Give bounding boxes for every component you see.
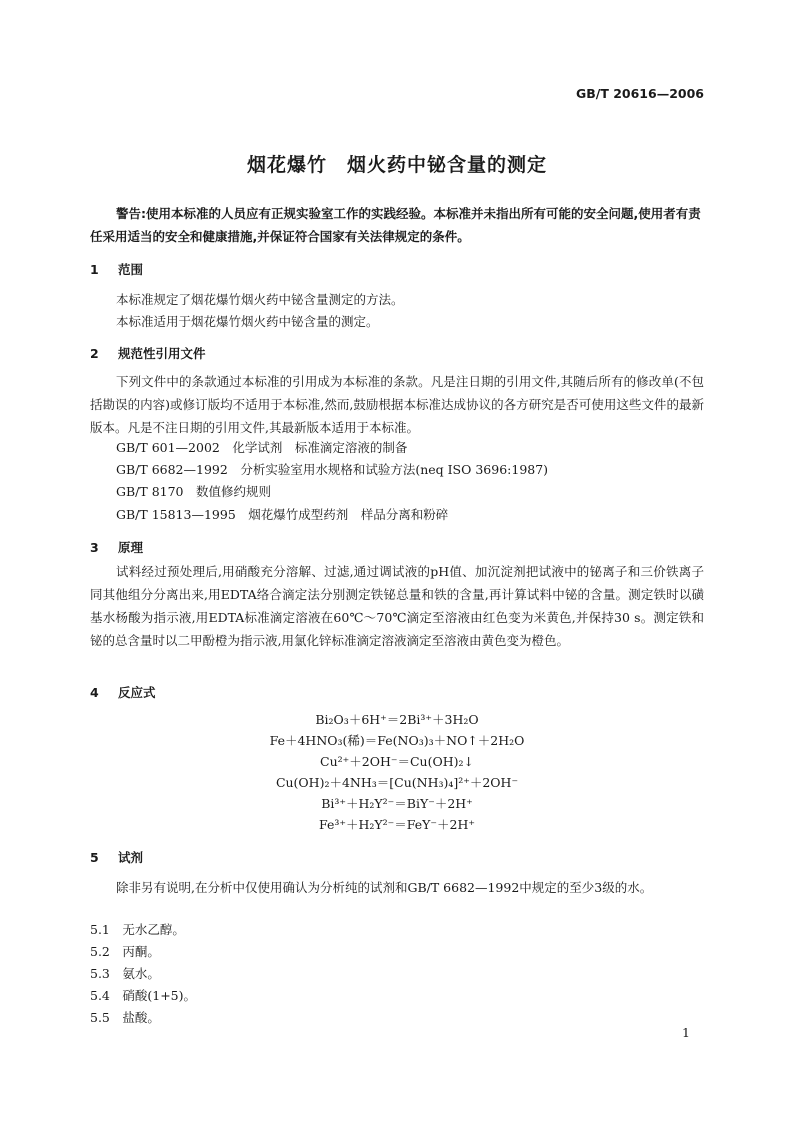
reaction-equation: Fe³⁺＋H₂Y²⁻＝FeY⁻＋2H⁺ — [319, 817, 475, 832]
reaction-equation: Cu(OH)₂＋4NH₃＝[Cu(NH₃)₄]²⁺＋2OH⁻ — [275, 775, 519, 790]
reagent-item: 5.3 氨水。 — [90, 966, 160, 981]
reaction-equation: Bi³⁺＋H₂Y²⁻＝BiY⁻＋2H⁺ — [321, 796, 473, 811]
warning-paragraph: 警告:使用本标准的人员应有正规实验室工作的实践经验。本标准并未指出所有可能的安全问题,使用者有责任采用适当的安全和健康措施,并保证符合国家有关法律规定的条件。 — [90, 206, 701, 244]
reagent-item: 5.4 硝酸(1+5)。 — [90, 988, 197, 1003]
standard-code: GB/T 20616—2006 — [575, 86, 704, 101]
section-2-intro: 下列文件中的条款通过本标准的引用成为本标准的条款。凡是注日期的引用文件,其随后所有的修改单(不包括勘误的内容)或修订版均不适用于本标准,然而,鼓励根据本标准达成协议的各方研究是否可使用这些文件的最新版本。凡是不注日期的引用文件,其最新版本适用于本标准。 — [90, 374, 704, 435]
section-1-heading: 1 范围 — [90, 262, 144, 277]
reaction-equation: Bi₂O₃＋6H⁺＝2Bi³⁺＋3H₂O — [315, 712, 479, 727]
section-5-heading: 5 试剂 — [90, 850, 144, 865]
section-5-intro: 除非另有说明,在分析中仅使用确认为分析纯的试剂和GB/T 6682—1992中规定的至少3级的水。 — [116, 880, 653, 895]
section-3-heading: 3 原理 — [90, 540, 144, 555]
reagent-item: 5.2 丙酮。 — [90, 944, 160, 959]
reference-item: GB/T 15813—1995 烟花爆竹成型药剂 样品分离和粉碎 — [116, 507, 449, 522]
reference-item: GB/T 6682—1992 分析实验室用水规格和试验方法(neq ISO 3696:1987) — [116, 462, 549, 477]
section-4-heading: 4 反应式 — [90, 685, 156, 700]
reference-item: GB/T 8170 数值修约规则 — [116, 484, 272, 499]
reagent-item: 5.1 无水乙醇。 — [90, 922, 185, 937]
reaction-equation: Fe＋4HNO₃(稀)＝Fe(NO₃)₃＋NO↑＋2H₂O — [269, 733, 525, 748]
page-number: 1 — [682, 1025, 690, 1040]
reference-item: GB/T 601—2002 化学试剂 标准滴定溶液的制备 — [116, 440, 408, 455]
page-title: 烟花爆竹 烟火药中铋含量的测定 — [246, 154, 547, 176]
section-3-text: 试料经过预处理后,用硝酸充分溶解、过滤,通过调试液的pH值、加沉淀剂把试液中的铋离子和三价铁离子同其他组分分离出来,用EDTA络合滴定法分别测定铁铋总量和铁的含量,再计算试料中铋的含量。测定铁时以磺基水杨酸为指示液,用EDTA标准滴定溶液在60℃～70℃滴定至溶液由红色变为米黄色,并保持30 s。测定铁和铋的总含量时以二甲酚橙为指示液,用氯化锌标准滴定溶液滴定至溶液由黄色变为橙色。 — [90, 564, 704, 648]
section-1-line-1: 本标准规定了烟花爆竹烟火药中铋含量测定的方法。 — [116, 292, 404, 307]
section-2-heading: 2 规范性引用文件 — [90, 346, 206, 361]
reagent-item: 5.5 盐酸。 — [90, 1010, 160, 1025]
section-1-line-2: 本标准适用于烟花爆竹烟火药中铋含量的测定。 — [116, 314, 379, 329]
reaction-equation: Cu²⁺＋2OH⁻＝Cu(OH)₂↓ — [320, 754, 474, 769]
